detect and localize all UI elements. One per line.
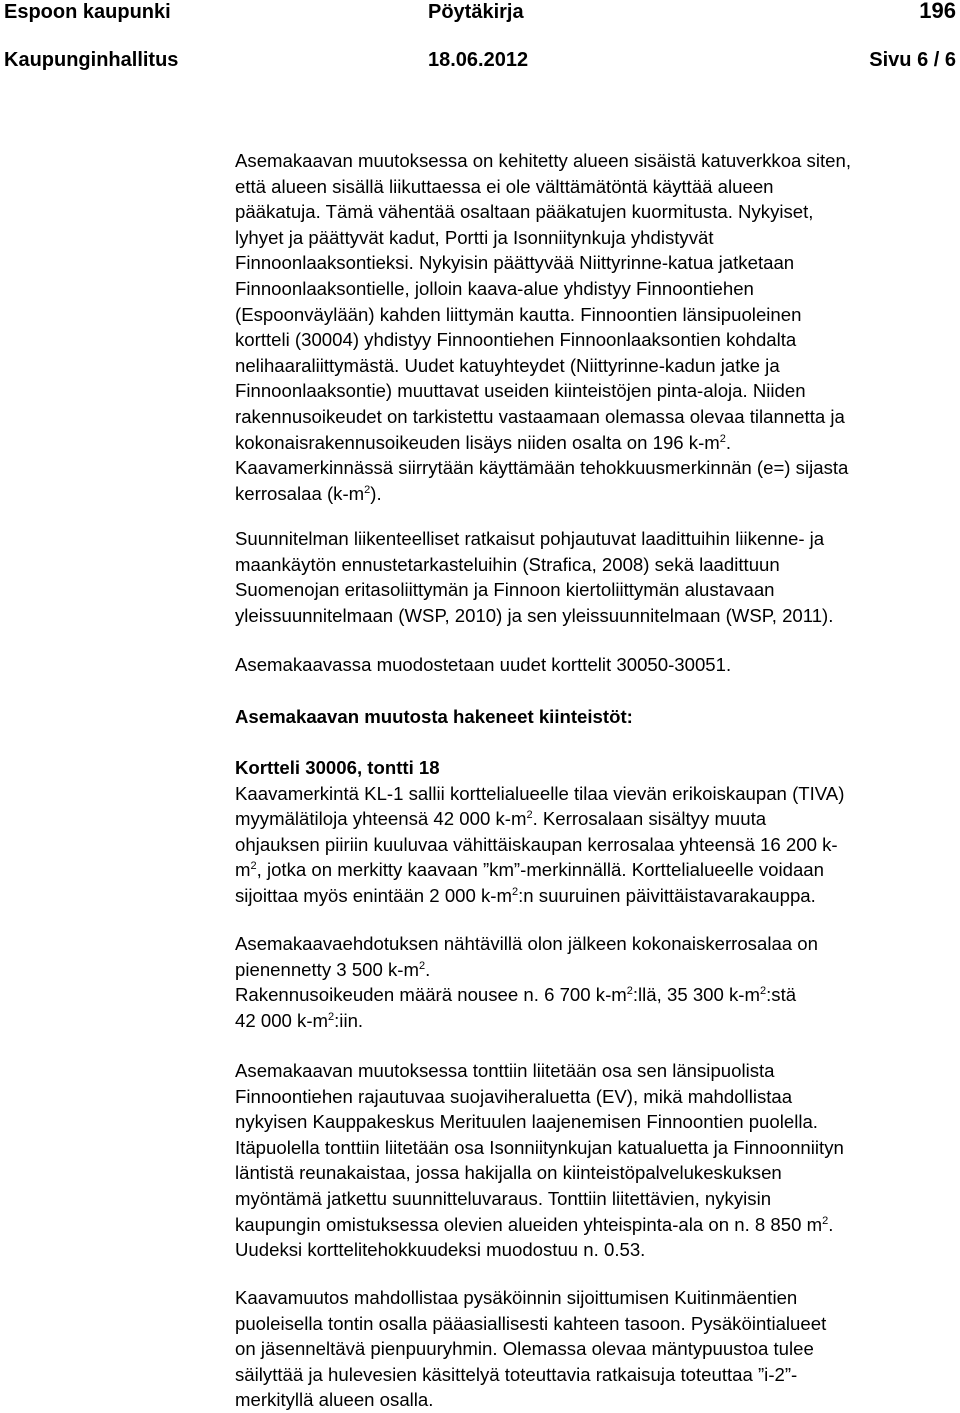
text-line: kortteli (30004) yhdistyy Finnoontiehen Finnoonlaaksontien kohdalta	[235, 329, 797, 351]
text-line: Itäpuolella tonttiin liitetään osa Isonniitynkujan katualuetta ja Finnoonniityn	[235, 1136, 844, 1158]
header-document-type: Pöytäkirja	[428, 1, 524, 23]
text-line: nelihaaraliittymästä. Uudet katuyhteydet (Niittyrinne-kadun jatke ja	[235, 354, 780, 376]
text-line: pääkatuja. Tämä vähentää osaltaan pääkatujen kuormitusta. Nykyiset,	[235, 201, 814, 223]
text-line: Kaavamuutos mahdollistaa pysäköinnin sijoittumisen Kuitinmäentien	[235, 1287, 798, 1308]
text-line: Finnoontiehen rajautuvaa suojaviheraluetta (EV), mikä mahdollistaa	[235, 1085, 793, 1107]
subheading-block-30006: Kortteli 30006, tontti 18	[235, 757, 440, 778]
text-line: Suomenojan eritasoliittymän ja Finnoon kiertoliittymän alustavaan	[235, 579, 775, 601]
section-heading	[235, 704, 633, 730]
paragraph-plot-extension	[235, 1058, 844, 1263]
text-line: Suunnitelman liikenteelliset ratkaisut pohjautuvat laadittuihin liikenne- ja	[235, 528, 825, 549]
text-line: säilyttää ja hulevesien käsittelyä toteuttavia ratkaisuja toteuttaa ”i-2”-	[235, 1363, 798, 1385]
paragraph-traffic-solutions	[235, 526, 833, 628]
text-line: nykyisen Kauppakeskus Merituulen laajenemisen Finnoontien puolella.	[235, 1111, 818, 1133]
paragraph-block-30006	[235, 755, 844, 909]
text-line: kerrosalaa $(k-m^2)$.	[235, 482, 382, 504]
header-document-number: 196	[919, 0, 956, 23]
text-line: Asemakaavassa muodostetaan uudet korttelit 30050-30051.	[235, 654, 732, 675]
text-line: Asemakaavan muutoksessa on kehitetty alueen sisäistä katuverkkoa siten,	[235, 150, 851, 171]
text-line: 42 000 $k-m^2:iin$.	[235, 1009, 364, 1031]
text-line: $m^2$, jotka on merkitty kaavaan ”km”-merkinnällä. Korttelialueelle voidaan	[235, 859, 824, 881]
header-body: Kaupunginhallitus	[4, 49, 179, 71]
header-date: 18.06.2012	[428, 49, 529, 71]
text-line: Finnoonlaaksontieksi. Nykyisin päättyvää Niittyrinne-katua jatketaan	[235, 252, 795, 274]
text-line: Kaavamerkinnässä siirrytään käyttämään tehokkuusmerkinnän (e=) sijasta	[235, 457, 849, 479]
paragraph-parking	[235, 1285, 826, 1413]
heading-applicant-properties: Asemakaavan muutosta hakeneet kiinteistöt:	[235, 706, 633, 727]
text-line: myymälätiloja yhteensä 42 000 $k-m^2$. Kerrosalaan sisältyy muuta	[235, 808, 767, 830]
text-line: kokonaisrakennusoikeuden lisäys niiden osalta on 196 $k-m^2$.	[235, 431, 732, 453]
text-line: Uudeksi korttelitehokkuudeksi muodostuu n. 0.53.	[235, 1239, 646, 1261]
text-line: ohjauksen piiriin kuuluvaa vähittäiskaupan kerrosalaa yhteensä 16 200 k-	[235, 833, 838, 855]
text-line: yleissuunnitelmaan (WSP, 2010) ja sen yleissuunnitelmaan (WSP, 2011).	[235, 604, 834, 626]
text-line: Asemakaavan muutoksessa tonttiin liitetään osa sen länsipuolista	[235, 1060, 775, 1081]
text-line: että alueen sisällä liikuttaessa ei ole välttämätöntä käyttää alueen	[235, 175, 774, 197]
text-line: maankäytön ennustetarkasteluihin (Strafica, 2008) sekä laadittuun	[235, 553, 780, 575]
text-line: myöntämä jatkettu suunnitteluvaraus. Tonttiin liitettävien, nykyisin	[235, 1187, 772, 1209]
text-line: läntistä reunakaistaa, jossa hakijalla on kiinteistöpalvelukeskuksen	[235, 1162, 782, 1184]
paragraph-floor-area	[235, 931, 818, 1033]
text-line: pienennetty 3 500 $k-m^2$.	[235, 958, 431, 980]
text-line: sijoittaa myös enintään 2 000 $k-m^2:n$ suuruinen päivittäistavarakauppa.	[235, 884, 816, 906]
header-organization: Espoon kaupunki	[4, 1, 171, 23]
text-line: Kaavamerkintä KL-1 sallii korttelialueelle tilaa vievän erikoiskaupan (TIVA)	[235, 782, 845, 804]
text-line: on jäsenneltävä pienpuuryhmin. Olemassa olevaa mäntypuustoa tulee	[235, 1338, 814, 1360]
text-line: kaupungin omistuksessa olevien alueiden yhteispinta-ala on n. 8 850 $m^2$.	[235, 1213, 834, 1235]
paragraph-new-blocks	[235, 652, 731, 678]
paragraph-street-network	[235, 148, 851, 506]
header-page-number: Sivu 6 / 6	[869, 49, 956, 71]
text-line: Rakennusoikeuden määrä nousee n. 6 700 $k-m^2:llä$, 35 300 $k-m^2:stä$	[235, 984, 797, 1006]
text-line: Asemakaavaehdotuksen nähtävillä olon jälkeen kokonaiskerrosalaa on	[235, 933, 818, 954]
text-line: (Espoonväylään) kahden liittymän kautta. Finnoontien länsipuoleinen	[235, 303, 802, 325]
text-line: puoleisella tontin osalla pääasiallisesti kahteen tasoon. Pysäköintialueet	[235, 1312, 827, 1334]
text-line: rakennusoikeudet on tarkistettu vastaamaan olemassa olevaa tilannetta ja	[235, 405, 845, 427]
text-line: merkityllä alueen osalla.	[235, 1389, 434, 1411]
text-line: lyhyet ja päättyvät kadut, Portti ja Isonniitynkuja yhdistyvät	[235, 226, 714, 248]
text-line: Finnoonlaaksontie) muuttavat useiden kiinteistöjen pinta-aloja. Niiden	[235, 380, 806, 402]
text-line: Finnoonlaaksontielle, jolloin kaava-alue yhdistyy Finnoontiehen	[235, 277, 754, 299]
